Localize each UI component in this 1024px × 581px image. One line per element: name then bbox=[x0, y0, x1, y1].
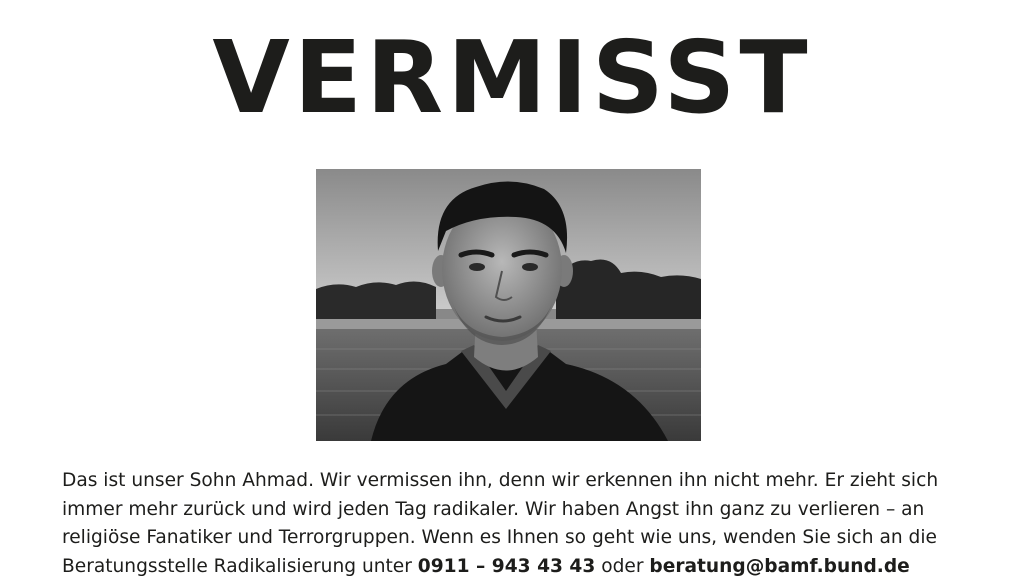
contact-or: oder bbox=[595, 556, 649, 577]
portrait-photo bbox=[316, 169, 701, 441]
description-line-3: religiöse Fanatiker und Terrorgruppen. Wenn es Ihnen so geht wie uns, wenden Sie sich an die bbox=[62, 524, 967, 553]
description-line-4 bbox=[62, 553, 967, 581]
description-paragraph bbox=[62, 467, 967, 581]
headline-vermisst: VERMISST bbox=[0, 18, 1024, 138]
description-line-2: immer mehr zurück und wird jeden Tag radikaler. Wir haben Angst ihn ganz zu verlieren – an bbox=[62, 496, 967, 525]
description-line-1: Das ist unser Sohn Ahmad. Wir vermissen ihn, denn wir erkennen ihn nicht mehr. Er zieht sich bbox=[62, 467, 967, 496]
contact-intro: Beratungsstelle Radikalisierung unter bbox=[62, 556, 418, 577]
phone-number[interactable]: 0911 – 943 43 43 bbox=[418, 556, 596, 577]
email-address[interactable]: beratung@bamf.bund.de bbox=[649, 556, 909, 577]
